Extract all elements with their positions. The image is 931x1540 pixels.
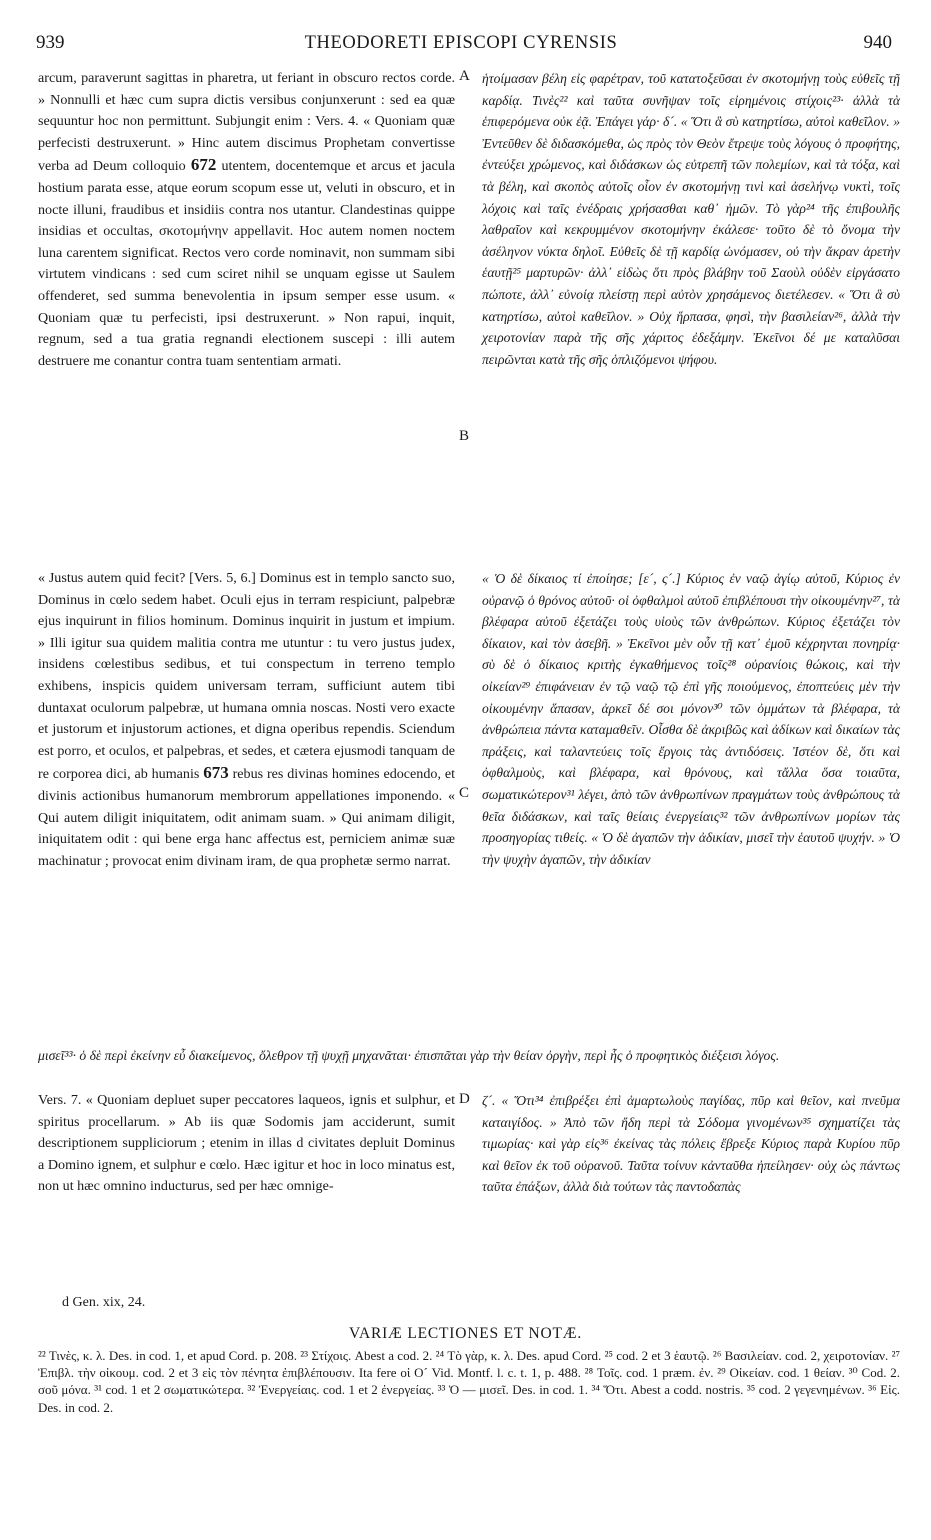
latin-column-section-2 [38, 568, 455, 872]
footnote: d Gen. xix, 24. [62, 1295, 146, 1310]
page-header [30, 32, 892, 56]
margin-marker-b: B [459, 428, 470, 444]
greek-paragraph-3: ζ´. « Ὅτι³⁴ ἐπιβρέξει ἐπὶ ἁμαρτωλοὺς παγίδας, πῦρ καὶ θεῖον, καὶ πνεῦμα καταιγίδος. » Ἀπὸ τῶν ἤδη περὶ τὰ Σόδομα γινομένων³⁵ σχηματίζει τὰς τιμωρίας· καὶ γὰρ εἰς³⁶ ἐκείνας τὰς πόλεις ἔβρεξε Κύριος παρὰ Κυρίου πῦρ καὶ θεῖον ἐκ τοῦ οὐρανοῦ. Ταῦτα τοίνυν κἀνταῦθα ἠπείλησεν· οὐχ ὡς πάντως ταῦτα ἐπάξων, ἀλλὰ διὰ τούτων τὰς παντοδαπὰς [482, 1093, 900, 1195]
latin-text: rebus res divinas homines edocendo, et divinis actionibus humanorum membrorum appellationes imponendo. « Qui autem diligit iniquitatem, odit animam suam. » Qui animam diligit, iniquitatem odit : qui bene erga hanc affectus est, perniciem animæ suæ machinatur ; provocat enim divinam iram, de qua prophetæ sermo narrat. [38, 766, 455, 869]
greek-column-section-3 [482, 1090, 900, 1198]
latin-column-section-3 [38, 1090, 455, 1198]
page-number-left: 939 [36, 32, 65, 53]
margin-marker-d: D [459, 1091, 470, 1107]
greek-paragraph-2: « Ὁ δὲ δίκαιος τί ἐποίησε; [ε´, ς´.] Κύριος ἐν ναῷ ἁγίῳ αὐτοῦ, Κύριος ἐν οὐρανῷ ὁ θρόνος αὐτοῦ· οἱ ὀφθαλμοὶ αὐτοῦ ἐπιβλέπουσι τὴν οἰκουμένην²⁷, τὰ βλέφαρα αὐτοῦ ἐξετάζει τοὺς υἱοὺς τῶν ἀνθρώπων. Κύριος ἐξετάζει τὸν δίκαιον, καὶ τὸν ἀσεβῆ. » Ἐκεῖνοι μὲν οὖν τῇ κατ᾿ ἐμοῦ κέχρηνται πονηρίᾳ· σὺ δὲ ὁ δίκαιος κριτὴς ἐγκαθήμενος τοῖς²⁸ οὐρανίοις θώκοις, καὶ τὴν οἰκείαν²⁹ ἐπιφάνειαν ἐν τῷ ναῷ τῷ ἐπὶ γῆς ποιούμενος, ἐποπτεύεις μὲν τὴν οἰκουμένην ἅπασαν, ἀρκεῖ δέ σοι μόνον³⁰ τῶν ὀμμάτων τὰ βλέφαρα, τὰ ἀνθρώπεια πάντα καταμαθεῖν. Οἶσθα δὲ ἀκριβῶς καὶ ἀδίκων καὶ δικαίων τὰς πράξεις, καὶ ταλαντεύεις τοῖς ἔργοις τὰς ἀντιδόσεις. Ἰστέον δὲ, ὅτι καὶ ὀφθαλμοὺς, καὶ βλέφαρα, καὶ θρόνους, καὶ τἄλλα ὅσα τοιαῦτα, σωματικώτερον³¹ λέγει, ἀπὸ τῶν ἀνθρωπίνων πραγμάτων τοὺς ἀνθρώπους τὰ θεῖα διδάσκων, καὶ ταῖς θείαις ἐνεργείαις³² τῶν ἀνθρωπίνων μορίων τὰς προσηγορίας τιθείς. « Ὁ δὲ ἀγαπῶν τὴν ἀδικίαν, μισεῖ τὴν ἑαυτοῦ ψυχήν. » Ὁ τὴν ψυχὴν ἀγαπῶν, τὴν ἀδικίαν [482, 571, 900, 867]
latin-text: « Justus autem quid fecit? [Vers. 5, 6.] Dominus est in templo sancto suo, Dominus in cœlo sedem habet. Oculi ejus in terram respiciunt, palpebræ ejus inquirunt in filios hominum. Dominus inquirit in justum et impium. » Illi igitur sua quidem malitia contra me utuntur : tu vero justus judex, insidens cœlestibus sedibus, et tui conspectum in terreno templo exhibens, inspicis quidem universam terram, sufficiunt autem tibi duntaxat oculorum palpebræ, ut humana omnia noscas. Nosti vero exacte et justorum et injustorum actiones, et digna operibus rependis. Sciendum est porro, et oculos, et palpebras, et sedes, et cætera ejusmodi tanquam de re corporea dici, ab humanis [38, 570, 455, 783]
latin-paragraph-1 [38, 68, 455, 372]
latin-text: arcum, paraverunt sagittas in pharetra, ut feriant in obscuro rectos corde. » Nonnulli et hæc cum supra dictis versibus conjunxerunt : sed ea quæ sequuntur hoc non permittunt. Subjungit enim : Vers. 4. « Quoniam quæ perfecisti destruxerunt. » Hinc autem discimus Prophetam convertisse verba ad Deum colloquio [38, 70, 455, 175]
page-number-right: 940 [863, 32, 892, 53]
greek-paragraph-1: ἡτοίμασαν βέλη εἰς φαρέτραν, τοῦ κατατοξεῦσαι ἐν σκοτομήνῃ τοὺς εὐθεῖς τῇ καρδίᾳ. Τινὲς²² καὶ ταῦτα συνῆψαν τοῖς εἰρημένοις στίχοις²³· ἀλλὰ τὰ ἑπιφερόμενα οὐκ ἐᾷ. Ἐπάγει γάρ· δ´. « Ὅτι ἃ σὺ κατηρτίσω, αὐτοὶ καθεῖλον. » Ἐντεῦθεν δὲ διδασκόμεθα, ὡς πρὸς τὸν Θεὸν ἔτρεψε τοὺς λόγους ὁ προφήτης, ἐντεύξει χρώμενος, καὶ διδάσκων ὡς εὐτρεπῆ τῶν πολεμίων, καὶ τὰ τόξα, καὶ τὰ βέλη, καὶ σκοπὸς αὐτοῖς οἷον ἐν σκοτομήνῃ τινὶ καὶ ἀσελήνῳ νυκτὶ, τοῖς λόχοις καὶ ταῖς ἐνέδραις χρήσασθαι καθ᾿ ἡμῶν. Τὸ γὰρ²⁴ τῆς ἐπιβουλῆς λαθραῖον καὶ κεκρυμμένον σκοτομήνην ἐκάλεσε· τοῦτο δὲ τὸ ὄνομα τὴν ἀσέληνον νύκτα δηλοῖ. Εὐθεῖς δὲ τῇ καρδίᾳ ὠνόμασεν, οὐ τὴν ἄκραν ἀρετὴν ἑαυτῇ²⁵ μαρτυρῶν· ἀλλ᾿ εἰδὼς ὅτι πρὸς βλάβην τοῦ Σαοὺλ οὐδὲν εἰργάσατο πώποτε, ἀλλ᾿ εὐνοίᾳ πλείστῃ περὶ αὐτὸν χρησάμενος διετέλεσεν. « Ὅτι ἃ σὺ κατηρτίσω, αὐτοὶ καθεῖλον. » Οὐχ ἥρπασα, φησὶ, τὴν βασιλείαν²⁶, ἀλλὰ τὴν χειροτονίαν παρὰ τῆς σῆς χάριτος ἐδεξάμην. Ἐκεῖνοι δέ με καταλῦσαι πειρῶνται κατὰ τῆς σῆς ὁπλιζόμενοι ψήφου. [482, 71, 900, 367]
greek-column-section-1 [482, 68, 900, 370]
column-number-672: 672 [190, 155, 217, 175]
margin-marker-c: C [459, 785, 470, 801]
column-number-673: 673 [203, 763, 229, 783]
margin-marker-a: A [459, 68, 470, 84]
greek-bridge-text: μισεῖ³³· ὁ δὲ περὶ ἐκείνην εὖ διακείμενος, ὄλεθρον τῇ ψυχῇ μηχανᾶται· ἐπισπᾶται γὰρ τὴν θείαν ὀργὴν, περὶ ἧς ὁ προφητικὸς διέξεισι λόγος. [38, 1048, 780, 1063]
greek-column-section-2 [482, 568, 900, 870]
latin-column-section-1 [38, 68, 455, 372]
running-title: THEODORETI EPISCOPI CYRENSIS [304, 33, 618, 53]
variae-lectiones-notes: ²² Τινὲς, κ. λ. Des. in cod. 1, et apud Cord. p. 208. ²³ Στίχοις. Abest a cod. 2. ²⁴ Τὸ γὰρ, κ. λ. Des. apud Cord. ²⁵ cod. 2 et 3 ἑαυτῷ. ²⁶ Βασιλείαν. cod. 2, χειροτονίαν. ²⁷ Ἐπιβλ. τὴν οἰκουμ. cod. 2 et 3 εἰς τὸν πένητα ἐπιβλέπουσιν. Ita fere οἱ Ο´ Vid. Montf. l. c. t. 1, p. 488. ²⁸ Τοῖς. cod. 1 præm. ἐν. ²⁹ Οἰκείαν. cod. 1 θείαν. ³⁰ Cod. 2. σοῦ μόνα. ³¹ cod. 1 et 2 σωματικώτερα. ³² Ἐνεργείαις. cod. 1 et 2 ἐνεργείας. ³³ Ὁ — μισεῖ. Des. in cod. 1. ³⁴ Ὅτι. Abest a codd. nostris. ³⁵ cod. 2 γεγενημένων. ³⁶ Εἰς. Des. in cod. 2. [38, 1348, 900, 1415]
latin-paragraph-2 [38, 568, 455, 872]
latin-text: utentem, docentemque et arcus et jacula hostium parata esse, atque eorum scopum esse ut, veluti in obscuro, et in nocte illuni, fraudibus et insidiis contra nos utantur. Clandestinas quippe insidias et occultas, σκοτομήνην appellavit. Hoc autem nomen noctem luna carentem significat. Rectos vero corde nominavit, non summam sibi virtutem vindicans : sed cum sciret nihil se unquam egisse ut Saulem offenderet, sed summa benevolentia in ipsum semper esse usum. « Quoniam quæ tu perfecisti, ipsi destruxerunt. » Non rapui, inquit, regnum, sed a tua gratia regnandi electionem suscepi : illi autem destruere me conantur contra tuam sententiam armati. [38, 158, 455, 369]
greek-bridge-line [38, 1045, 900, 1067]
latin-paragraph-3: Vers. 7. « Quoniam depluet super peccatores laqueos, ignis et sulphur, et spiritus procellarum. » Ab iis quæ Sodomis jam acciderunt, sumit descriptionem suppliciorum ; etenim in illas d civitates depluit Dominus a Domino ignem, et sulphur e cœlo. Hæc igitur et hoc in loco minatus est, non ut hæc omnino inducturus, sed per hæc omnige- [38, 1092, 455, 1195]
variae-lectiones-title: VARIÆ LECTIONES ET NOTÆ. [348, 1325, 583, 1342]
